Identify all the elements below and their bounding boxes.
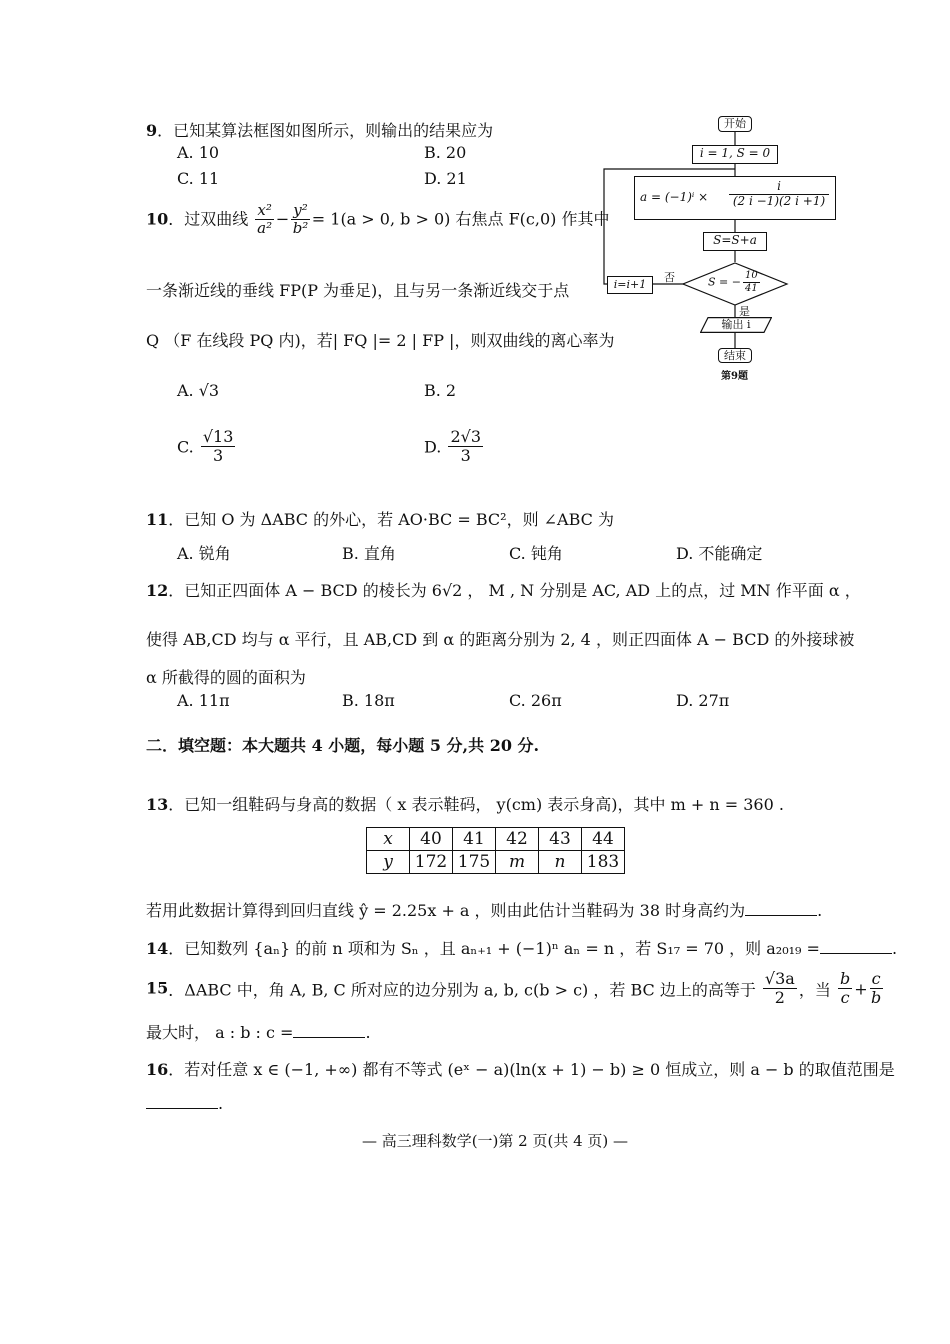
q15-ratio-fraction-2: $\frac{c}{b}$ bbox=[870, 969, 882, 1008]
q15-stem: 15．ΔABC 中，角 A, B, C 所对应的边分别为 a, b, c(b > c) ，若 BC 边上的高等于 $\frac{√3a}{2}$ ，当 $\frac{b}{c}$ + $\frac{c}{b}$ bbox=[146, 969, 882, 1008]
flowchart-end: 结束 bbox=[718, 348, 752, 363]
flowchart-no-label: 否 bbox=[664, 271, 675, 284]
q10-line1: 10．过双曲线 $\frac{\text{x²}}{\text{a²}}$ − $\frac{\text{y²}}{\text{b²}}$ = 1(a > 0, b > 0) 右焦点 F(c,0) 作其中 bbox=[146, 201, 610, 238]
table-cell: n bbox=[539, 851, 582, 874]
q11-option-b: B. 直角 bbox=[342, 544, 396, 563]
q10-option-d: D. $\frac{2√3}{3}$ bbox=[424, 427, 481, 466]
q15-height-fraction: $\frac{√3a}{2}$ bbox=[764, 969, 795, 1008]
q10-text-post: 右焦点 F(c,0) 作其中 bbox=[455, 209, 610, 229]
q9-option-d: D. 21 bbox=[424, 169, 467, 188]
q10-number: 10 bbox=[146, 209, 169, 229]
q10-option-c-denominator: 3 bbox=[213, 446, 224, 466]
q12-line1 bbox=[146, 578, 861, 601]
q11-option-a: A. 锐角 bbox=[177, 544, 231, 563]
table-cell: 172 bbox=[410, 851, 453, 874]
q13-answer-blank bbox=[745, 901, 817, 916]
q10-option-d-numerator: 2√3 bbox=[450, 427, 481, 446]
q13-text: ．已知一组鞋码与身高的数据（ x 表示鞋码， y(cm) 表示身高)，其中 m + n = 360 . bbox=[168, 795, 784, 814]
q9-number: 9 bbox=[146, 121, 158, 140]
table-cell: 40 bbox=[410, 828, 453, 851]
q10-option-c: C. $\frac{√13}{3}$ bbox=[177, 427, 234, 466]
flowchart-formula: a = (−1)ⁱ × $\frac{i}{(2 i -1)(2 i +1)}$ bbox=[634, 176, 836, 220]
q9-text: ．已知某算法框图如图所示，则输出的结果应为 bbox=[157, 121, 494, 140]
table-cell: 43 bbox=[539, 828, 582, 851]
q11-text: ．已知 O 为 ΔABC 的外心，若 AO·BC = BC²，则 ∠ABC 为 bbox=[168, 510, 614, 529]
table-cell: 175 bbox=[453, 851, 496, 874]
q12-line3: α 所截得的圆的面积为 bbox=[146, 668, 306, 687]
q15-line2: 最大时， a : b : c = . bbox=[146, 1023, 371, 1042]
q10-line3: Q （F 在线段 PQ 内)，若| FQ |= 2 | FP |，则双曲线的离心率为 bbox=[146, 331, 615, 350]
q11-stem bbox=[146, 507, 614, 530]
flowchart-increment: i=i+1 bbox=[607, 276, 653, 294]
flowchart-yes-label: 是 bbox=[739, 305, 750, 318]
q12-option-d: D. 27π bbox=[676, 691, 730, 710]
q14-text: ．已知数列 {aₙ} 的前 n 项和为 Sₙ ，且 aₙ₊₁ + (−1)ⁿ aₙ = n ，若 S₁₇ = 70 ，则 a₂₀₁₉ = bbox=[168, 939, 820, 958]
flowchart-sum: S=S+a bbox=[703, 232, 767, 251]
table-cell: 44 bbox=[582, 828, 625, 851]
flowchart-output: 输出 i bbox=[700, 317, 772, 333]
q10-text-pre: ．过双曲线 bbox=[168, 209, 249, 229]
q13-number: 13 bbox=[146, 795, 169, 814]
q16-text: ．若对任意 x ∈ (−1, +∞) 都有不等式 (eˣ − a)(ln(x + 1) − b) ≥ 0 恒成立，则 a − b 的取值范围是 bbox=[168, 1060, 895, 1079]
q16-number: 16 bbox=[146, 1060, 169, 1079]
q12-line2: 使得 AB,CD 均与 α 平行，且 AB,CD 到 α 的距离分别为 2, 4 ，则正四面体 A − BCD 的外接球被 bbox=[146, 630, 855, 649]
q9-option-c: C. 11 bbox=[177, 169, 220, 188]
q14-answer-blank bbox=[820, 939, 892, 954]
q14-number: 14 bbox=[146, 939, 169, 958]
q16-line2: . bbox=[146, 1094, 223, 1113]
q12-text-line1: ．已知正四面体 A − BCD 的棱长为 6√2 ， M , N 分别是 AC, AD 上的点，过 MN 作平面 α ， bbox=[168, 581, 861, 600]
q15-number: 15 bbox=[146, 978, 169, 998]
q12-option-a: A. 11π bbox=[177, 691, 230, 710]
q11-number: 11 bbox=[146, 510, 169, 529]
q9-option-a: A. 10 bbox=[177, 143, 220, 162]
table-row bbox=[367, 828, 625, 851]
table-cell: 41 bbox=[453, 828, 496, 851]
q10-option-d-denominator: 3 bbox=[460, 446, 471, 466]
q15-answer-blank bbox=[293, 1023, 365, 1038]
flowchart-condition: S = − $\frac{10}{41}$ bbox=[708, 270, 758, 294]
q15-text: ．ΔABC 中，角 A, B, C 所对应的边分别为 a, b, c(b > c) ，若 BC 边上的高等于 bbox=[168, 980, 756, 1000]
q11-option-d: D. 不能确定 bbox=[676, 544, 763, 563]
q16-stem bbox=[146, 1057, 895, 1080]
q10-line2: 一条渐近线的垂线 FP(P 为垂足)，且与另一条渐近线交于点 bbox=[146, 281, 570, 300]
q13-data-table bbox=[366, 827, 625, 874]
q16-answer-blank bbox=[146, 1094, 218, 1109]
q10-option-a: A. √3 bbox=[177, 381, 220, 400]
table-cell: 183 bbox=[582, 851, 625, 874]
flowchart-start: 开始 bbox=[718, 116, 752, 132]
q15-ratio-fraction-1: $\frac{b}{c}$ bbox=[839, 969, 851, 1008]
table-cell: x bbox=[367, 828, 410, 851]
flowchart-caption: 第9题 bbox=[721, 371, 748, 382]
q14-stem: 14．已知数列 {aₙ} 的前 n 项和为 Sₙ ，且 aₙ₊₁ + (−1)ⁿ aₙ = n ，若 S₁₇ = 70 ，则 a₂₀₁₉ = . bbox=[146, 939, 898, 958]
flowchart-init: i = 1, S = 0 bbox=[692, 145, 778, 164]
q10-option-c-numerator: √13 bbox=[202, 427, 234, 446]
table-row bbox=[367, 851, 625, 874]
q9-option-b: B. 20 bbox=[424, 143, 467, 162]
q10-option-b: B. 2 bbox=[424, 381, 457, 400]
q13-stem bbox=[146, 792, 784, 815]
table-cell: m bbox=[496, 851, 539, 874]
q10-hyperbola-formula: $\frac{\text{x²}}{\text{a²}}$ bbox=[257, 201, 273, 238]
table-cell: 42 bbox=[496, 828, 539, 851]
section-heading-fill-in: 二．填空题：本大题共 4 小题，每小题 5 分,共 20 分. bbox=[146, 736, 540, 755]
q11-option-c: C. 钝角 bbox=[509, 544, 563, 563]
q12-option-c: C. 26π bbox=[509, 691, 562, 710]
page-footer: — 高三理科数学(一)第 2 页(共 4 页) — bbox=[361, 1132, 629, 1150]
q13-followup: 若用此数据计算得到回归直线 ŷ = 2.25x + a ，则由此估计当鞋码为 38 时身高约为 . bbox=[146, 901, 823, 920]
q12-option-b: B. 18π bbox=[342, 691, 395, 710]
table-cell: y bbox=[367, 851, 410, 874]
q12-number: 12 bbox=[146, 581, 169, 600]
